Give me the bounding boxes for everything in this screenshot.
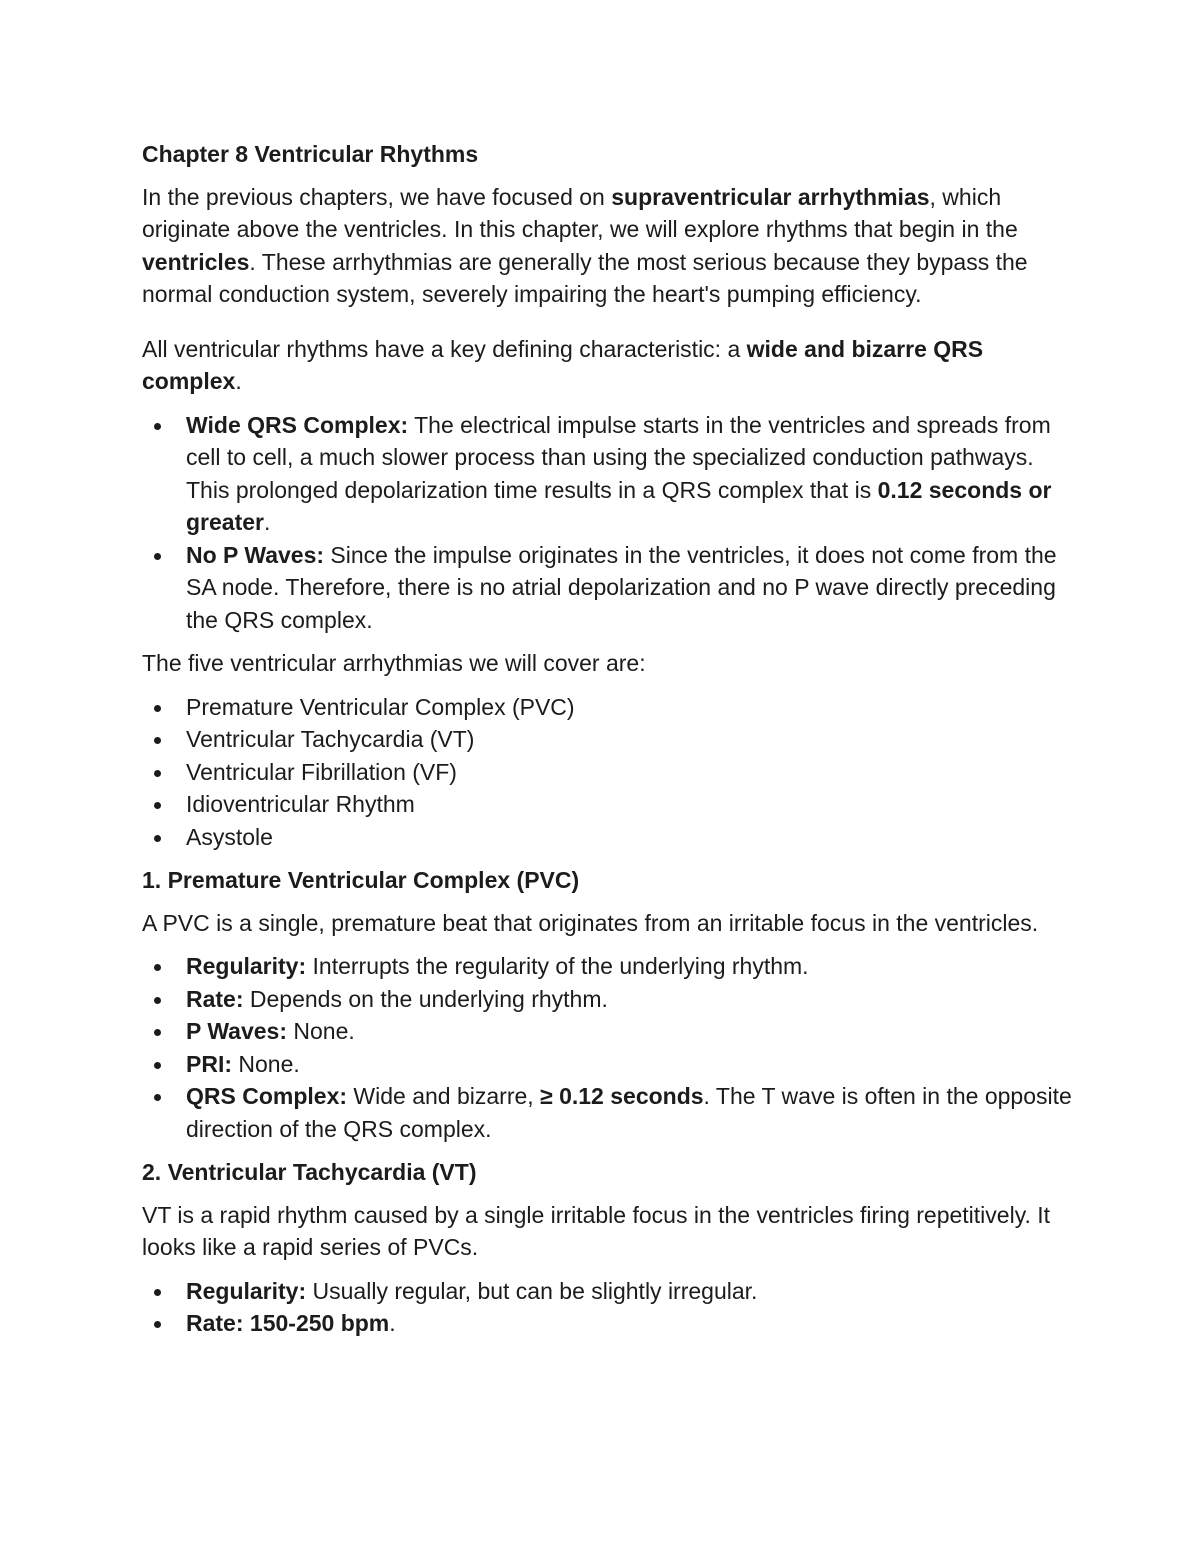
list-item [142,1080,1072,1145]
criterion-label: P Waves: [186,1018,287,1044]
characteristic-bold: wide and bizarre QRS complex [142,335,984,394]
characteristic-list [142,409,1072,637]
criterion-label: Regularity: [186,1277,307,1304]
intro-bold-ventricles: ventricles [142,248,250,275]
vt-heading: 2. Ventricular Tachycardia (VT) [142,1159,477,1185]
list-item [142,788,1072,821]
list-item [142,821,1072,854]
arrhythmia-name: Premature Ventricular Complex (PVC) [186,693,575,720]
bullet-icon [154,802,161,809]
list-item-wide-qrs [142,409,1072,539]
wide-qrs-label: Wide QRS Complex: [186,411,409,438]
bullet-icon [154,737,161,744]
criterion-text: Wide and bizarre, [347,1083,541,1109]
wide-qrs-tail: . [263,509,271,535]
criterion-tail: . The T wave is often in the opposite direction of the QRS complex. [186,1083,1072,1142]
vt-criteria-list [142,1275,1072,1340]
criterion-bold: ≥ 0.12 seconds [540,1083,704,1109]
intro-text-1: In the previous chapters, we have focused on [142,183,612,210]
pvc-criteria-list [142,950,1072,1145]
criterion-text: None. [232,1050,300,1077]
criterion-label: PRI: [186,1050,232,1077]
bullet-icon [154,1289,161,1296]
wide-qrs-text: The electrical impulse starts in the ventricles and spreads from cell to cell, a much slower process than using the specialized conduction pathways. This prolonged depolarization time results in a QRS complex that is [186,411,1051,503]
document-page [142,138,1072,1351]
bullet-icon [154,1062,161,1069]
bullet-icon [154,553,161,560]
criterion-label: Regularity: [186,953,307,979]
bullet-icon [154,997,161,1004]
arrhythmia-name: Ventricular Fibrillation (VF) [186,758,457,785]
criterion-label: Rate: [186,985,244,1012]
criterion-text: Usually regular, but can be slightly irregular. [306,1277,758,1304]
bullet-icon [154,423,161,430]
arrhythmia-name: Asystole [186,823,273,850]
criterion-tail: . [389,1310,396,1336]
characteristic-text-2: . [235,368,242,394]
pvc-heading: 1. Premature Ventricular Complex (PVC) [142,867,580,893]
list-item-no-p-waves [142,539,1072,637]
list-item [142,1015,1072,1048]
criterion-text: None. [287,1018,355,1044]
characteristic-paragraph [142,333,1072,398]
list-item [142,983,1072,1016]
list-item [142,756,1072,789]
arrhythmia-name: Idioventricular Rhythm [186,791,415,817]
intro-bold-supraventricular: supraventricular arrhythmias [611,183,930,210]
bullet-icon [154,1094,161,1101]
intro-text-3: . These arrhythmias are generally the most serious because they bypass the normal conduction system, severely impairing the heart's pumping efficiency. [142,248,1028,307]
intro-text-2: , which originate above the ventricles. In this chapter, we will explore rhythms that begin in the [142,183,1018,242]
characteristic-text-1: All ventricular rhythms have a key defining characteristic: a [142,335,747,362]
criterion-text: Depends on the underlying rhythm. [243,985,608,1012]
chapter-title: Chapter 8 Ventricular Rhythms [142,141,479,167]
wide-qrs-bold: 0.12 seconds or greater [186,476,1052,535]
list-item [142,723,1072,756]
bullet-icon [154,705,161,712]
criterion-label: Rate: [186,1310,244,1336]
bullet-icon [154,835,161,842]
criterion-text: Interrupts the regularity of the underlying rhythm. [306,953,809,979]
bullet-icon [154,1029,161,1036]
no-p-waves-label: No P Waves: [186,541,325,568]
list-intro: The five ventricular arrhythmias we will cover are: [142,650,646,676]
arrhythmia-name: Ventricular Tachycardia (VT) [186,726,475,752]
pvc-description: A PVC is a single, premature beat that originates from an irritable focus in the ventricles. [142,909,1039,936]
criterion-label: QRS Complex: [186,1083,348,1109]
intro-paragraph [142,181,1072,311]
list-item [142,1275,1072,1308]
bullet-icon [154,1321,161,1328]
list-item [142,691,1072,724]
no-p-waves-text: Since the impulse originates in the ventricles, it does not come from the SA node. Therefore, there is no atrial depolarization and no P wave directly preceding the QRS complex. [186,541,1057,633]
bullet-icon [154,770,161,777]
list-item [142,1048,1072,1081]
arrhythmia-list [142,691,1072,854]
bullet-icon [154,964,161,971]
vt-description: VT is a rapid rhythm caused by a single irritable focus in the ventricles firing repetitively. It looks like a rapid series of PVCs. [142,1201,1051,1260]
criterion-bold: 150-250 bpm [243,1310,390,1336]
list-item [142,1307,1072,1340]
list-item [142,950,1072,983]
